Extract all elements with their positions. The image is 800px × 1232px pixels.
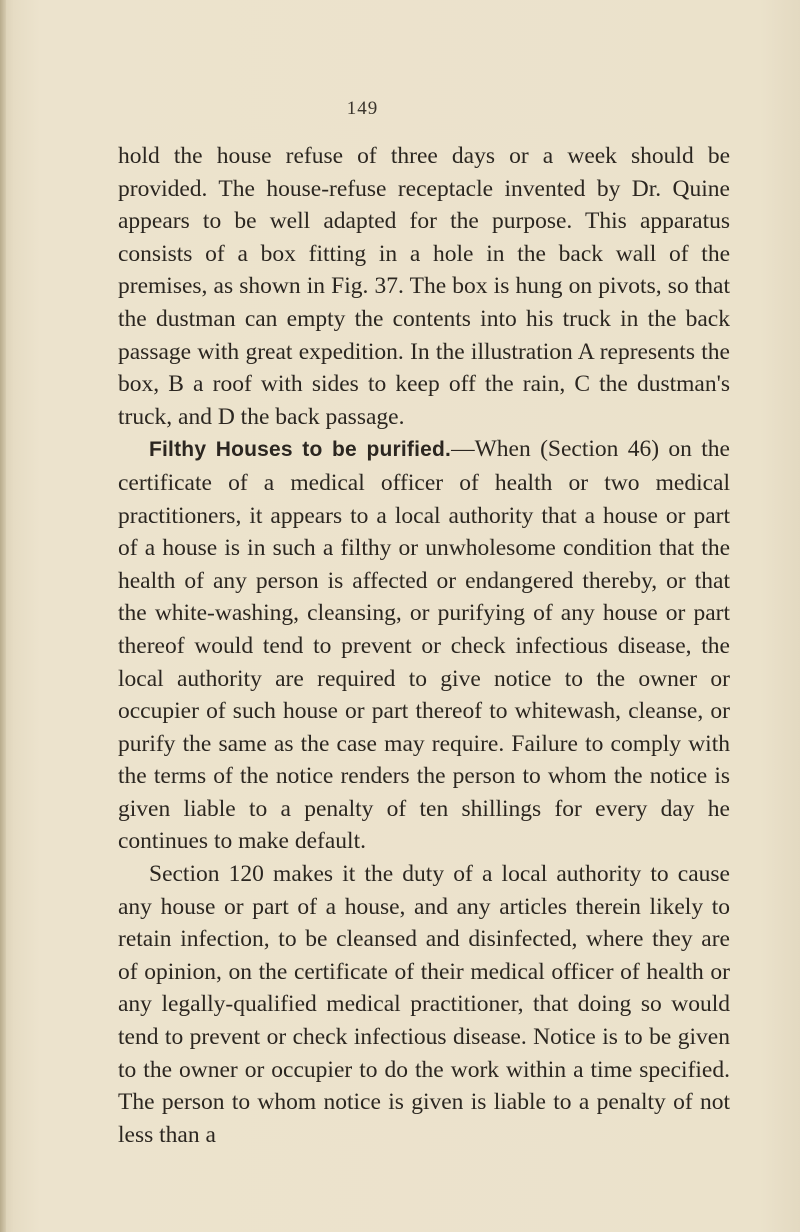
paragraph-section-120: [118, 858, 730, 1151]
paragraph-text: hold the house refuse of three days or a week should be provided. The house-refuse receptacle invented by Dr. Quine appears to be well adapted for the purpose. This apparatus consists of a box fitting in a hole in the back wall of the premises, as shown in Fig. 37. The box is hung on pivots, so that the dustman can empty the contents into his truck in the back passage with great expedition. In the illustration A represents the box, B a roof with sides to keep off the rain, C the dustman's truck, and D the back passage.: [118, 143, 730, 430]
binding-edge: [0, 0, 6, 1232]
paragraph-filthy-houses: [118, 433, 730, 858]
section-heading: Filthy Houses to be purified.: [149, 438, 452, 462]
paragraph-text: —When (Section 46) on the certificate of a medical officer of health or two medical practitioners, it appears to a local authority that a house or part of a house is in such a filthy or unwholesome condition that the health of any person is affected or endangered thereby, or that the white-washing, cleansing, or purifying of any house or part thereof would tend to prevent or check infectious disease, the local authority are required to give notice to the owner or occupier of such house or part thereof to whitewash, cleanse, or purify the same as the case may require. Failure to comply with the terms of the notice renders the person to whom the notice is given liable to a penalty of ten shillings for every day he continues to make default.: [118, 436, 730, 855]
paragraph-text: Section 120 makes it the duty of a local authority to cause any house or part of a house, and any articles therein likely to retain infection, to be cleansed and disinfected, where they are of opinion, on the certificate of their medical officer of health or any legally-qualified medical practitioner, that doing so would tend to prevent or check infectious disease. Notice is to be given to the owner or occupier to do the work within a time specified. The person to whom notice is given is liable to a penalty of not less than a: [118, 861, 730, 1148]
page-number: 149: [346, 98, 379, 119]
body-text: [118, 140, 730, 1151]
paragraph-refuse-receptacle: [118, 140, 730, 433]
